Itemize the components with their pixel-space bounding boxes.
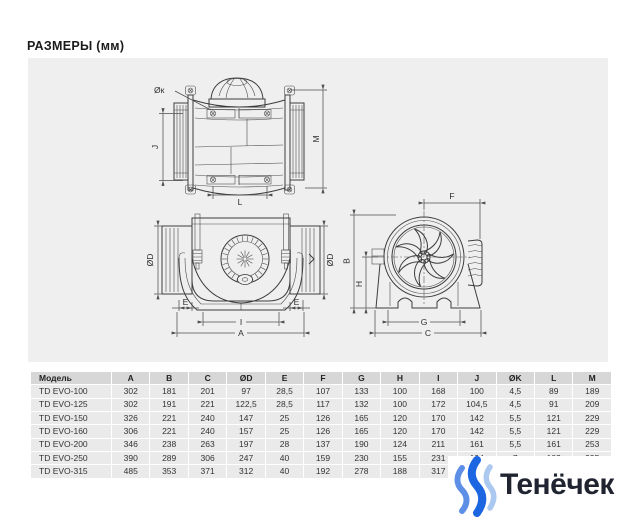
- table-cell: 91: [535, 399, 572, 411]
- table-cell: 181: [150, 385, 187, 397]
- table-cell: 170: [420, 425, 457, 437]
- table-cell: 229: [573, 412, 611, 424]
- table-cell: 253: [573, 439, 611, 451]
- table-cell: 5,5: [497, 439, 534, 451]
- table-cell: 302: [112, 385, 149, 397]
- table-cell: 126: [304, 425, 341, 437]
- table-cell: 133: [343, 385, 380, 397]
- dim-label-m: M: [311, 135, 321, 143]
- motor-hub: [237, 251, 254, 268]
- table-row: [31, 385, 611, 397]
- table-cell: TD EVO-160: [31, 425, 111, 437]
- table-cell: 137: [304, 439, 341, 451]
- header-cell: L: [535, 372, 572, 384]
- table-cell: 190: [343, 439, 380, 451]
- table-cell: 97: [227, 385, 264, 397]
- table-cell: 132: [343, 399, 380, 411]
- table-cell: 209: [573, 399, 611, 411]
- header-cell: M: [573, 372, 611, 384]
- table-cell: 172: [420, 399, 457, 411]
- table-cell: TD EVO-125: [31, 399, 111, 411]
- dim-label-a: A: [238, 328, 244, 338]
- logo-wave-right: [486, 467, 494, 508]
- table-cell: 353: [150, 465, 187, 477]
- table-row: [31, 425, 611, 437]
- table-cell: 390: [112, 452, 149, 464]
- dim-label-i: I: [239, 317, 243, 327]
- table-cell: 89: [535, 385, 572, 397]
- header-cell: H: [381, 372, 418, 384]
- table-cell: 168: [420, 385, 457, 397]
- dim-label-f: F: [449, 191, 455, 201]
- header-cell: A: [112, 372, 149, 384]
- table-cell: 189: [573, 385, 611, 397]
- table-cell: 5,5: [497, 425, 534, 437]
- table-cell: 159: [304, 452, 341, 464]
- logo-waves-icon: [450, 456, 500, 518]
- header-cell: ØD: [227, 372, 264, 384]
- table-cell: 40: [266, 465, 303, 477]
- table-cell: 28: [266, 439, 303, 451]
- dim-label-b: B: [341, 258, 352, 264]
- table-cell: 104,5: [458, 399, 495, 411]
- table-cell: 155: [381, 452, 418, 464]
- dim-label-e-left: E: [182, 297, 189, 307]
- table-cell: 142: [458, 425, 495, 437]
- header-cell: I: [420, 372, 457, 384]
- drawings-panel: [28, 58, 608, 362]
- table-cell: 278: [343, 465, 380, 477]
- header-cell: E: [266, 372, 303, 384]
- dim-label-g: G: [420, 317, 428, 327]
- table-cell: 312: [227, 465, 264, 477]
- table-cell: 201: [189, 385, 226, 397]
- header-cell: B: [150, 372, 187, 384]
- table-cell: TD EVO-250: [31, 452, 111, 464]
- table-cell: 124: [381, 439, 418, 451]
- table-row: [31, 412, 611, 424]
- table-cell: 191: [150, 399, 187, 411]
- table-cell: 240: [189, 425, 226, 437]
- dim-label-ok: Øк: [154, 85, 165, 95]
- table-cell: 302: [112, 399, 149, 411]
- table-cell: 188: [381, 465, 418, 477]
- table-cell: 4,5: [497, 385, 534, 397]
- header-cell: J: [458, 372, 495, 384]
- table-cell: 28,5: [266, 399, 303, 411]
- table-cell: 263: [189, 439, 226, 451]
- table-row: [31, 439, 611, 451]
- table-cell: 120: [381, 425, 418, 437]
- table-cell: 121: [535, 412, 572, 424]
- logo-text: Тенёчек: [500, 468, 614, 501]
- header-cell: G: [343, 372, 380, 384]
- table-cell: 306: [189, 452, 226, 464]
- logo-wave-middle: [472, 460, 483, 513]
- table-cell: 40: [266, 452, 303, 464]
- table-cell: 346: [112, 439, 149, 451]
- table-cell: 165: [343, 412, 380, 424]
- dim-label-od-right: ØD: [325, 253, 335, 267]
- table-cell: 221: [150, 425, 187, 437]
- table-cell: 117: [304, 399, 341, 411]
- table-cell: 25: [266, 425, 303, 437]
- dim-label-l: L: [237, 197, 243, 207]
- table-cell: 211: [420, 439, 457, 451]
- table-cell: TD EVO-200: [31, 439, 111, 451]
- table-cell: 229: [573, 425, 611, 437]
- table-cell: 326: [112, 412, 149, 424]
- table-cell: 120: [381, 412, 418, 424]
- header-cell: Модель: [31, 372, 111, 384]
- table-cell: 142: [458, 412, 495, 424]
- header-cell: ØK: [497, 372, 534, 384]
- table-cell: 192: [304, 465, 341, 477]
- table-cell: 121: [535, 425, 572, 437]
- table-cell: 100: [381, 385, 418, 397]
- table-cell: 157: [227, 425, 264, 437]
- section-view-drawing: [145, 214, 335, 338]
- dimensions-table-head: [31, 372, 611, 384]
- header-cell: C: [189, 372, 226, 384]
- dim-label-j: J: [150, 144, 160, 150]
- table-cell: 231: [420, 452, 457, 464]
- table-cell: 170: [420, 412, 457, 424]
- table-cell: 485: [112, 465, 149, 477]
- header-cell: F: [304, 372, 341, 384]
- table-cell: 247: [227, 452, 264, 464]
- table-cell: TD EVO-315: [31, 465, 111, 477]
- table-cell: 230: [343, 452, 380, 464]
- table-cell: 126: [304, 412, 341, 424]
- table-cell: 28,5: [266, 385, 303, 397]
- brand-logo: [448, 456, 638, 518]
- table-cell: 4,5: [497, 399, 534, 411]
- table-cell: 100: [458, 385, 495, 397]
- table-cell: 240: [189, 412, 226, 424]
- dim-label-od-left: ØD: [145, 253, 155, 267]
- dim-label-e-right: E: [293, 297, 300, 307]
- logo-wave-left: [458, 468, 467, 511]
- table-cell: 238: [150, 439, 187, 451]
- side-view-drawing: [150, 78, 327, 207]
- table-cell: TD EVO-150: [31, 412, 111, 424]
- table-cell: 161: [458, 439, 495, 451]
- table-cell: 147: [227, 412, 264, 424]
- front-view-drawing: [342, 191, 483, 338]
- dim-label-h: H: [354, 280, 364, 288]
- table-cell: 306: [112, 425, 149, 437]
- technical-drawings: [28, 58, 608, 362]
- table-cell: 122,5: [227, 399, 264, 411]
- table-header-row: [31, 372, 611, 384]
- table-cell: 197: [227, 439, 264, 451]
- dim-label-c: C: [424, 328, 432, 338]
- table-cell: 221: [189, 399, 226, 411]
- table-cell: TD EVO-100: [31, 385, 111, 397]
- page-title: РАЗМЕРЫ (мм): [27, 39, 125, 53]
- table-cell: 100: [381, 399, 418, 411]
- table-cell: 289: [150, 452, 187, 464]
- table-cell: 221: [150, 412, 187, 424]
- table-cell: 371: [189, 465, 226, 477]
- table-cell: 317: [420, 465, 457, 477]
- table-cell: 25: [266, 412, 303, 424]
- table-cell: 5,5: [497, 412, 534, 424]
- table-row: [31, 399, 611, 411]
- table-cell: 165: [343, 425, 380, 437]
- table-cell: 107: [304, 385, 341, 397]
- table-cell: 161: [535, 439, 572, 451]
